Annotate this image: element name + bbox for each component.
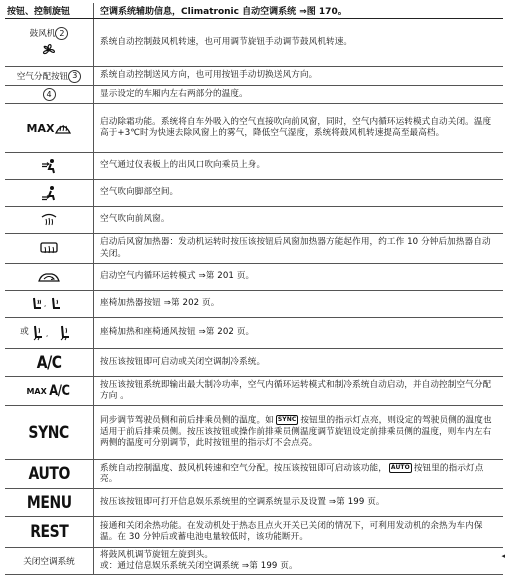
menu-button-label: MENU [26,492,72,513]
sync-button-label: SYNC [28,422,70,443]
table-row [5,349,503,377]
auto-badge-icon: AUTO [390,463,410,471]
max-label: MAX [26,386,47,396]
close-ac-label: 关闭空调系统 [5,548,94,574]
table-row [5,377,503,406]
fan-label: 鼓风机 [29,28,56,39]
rest-button-label: REST [29,522,69,542]
table-row [5,19,503,67]
row-desc: 按压该按钮系统即输出最大制冷功率，空气内循环运转模式和制冷系统自动启动，并自动控制空气分配方向 。 [100,379,492,401]
table-row [5,104,503,153]
table-row [5,264,503,291]
row-desc: 接通和关闭余热功能。在发动机处于热态且点火开关已关闭的情况下，可利用发动机的余热为车内保温。在 30 分钟后或蓄电池电量较低时，该功能断开。 [100,520,483,542]
ac-button-label: A/C [36,352,62,373]
row-desc: 启动除霜功能。系统将自车外吸入的空气直接吹向前风窗，同时，空气内循环运转模式自动关闭。温度高于+3℃时为快速去除风窗上的雾气，降低空气湿度，系统将鼓风机转速提高至最高档。 [100,116,492,138]
table-row [5,406,503,460]
air-upper-body-icon [41,158,57,174]
air-windshield-icon [41,213,57,227]
auto-button-label: AUTO [28,464,70,484]
row-desc: 座椅加热和座椅通风按钮 ⇒第 202 页。 [100,327,255,338]
sync-badge-icon: SYNC [277,416,297,424]
row-desc: 系统自动控制鼓风机转速，也可用调节旋钮手动调节鼓风机转速。 [100,36,353,47]
max-ac-button-label: A/C [49,383,70,399]
row-desc: 按压该按钮即可打开信息娱乐系统里的空调系统显示及设置 ⇒第 199 页。 [100,496,385,507]
num-badge: 2 [55,27,68,40]
row-desc: 座椅加热器按钮 ⇒第 202 页。 [100,298,220,309]
table-row [5,86,503,104]
table-row [5,67,503,86]
rear-window-heater-icon [40,242,58,255]
air-footwell-icon [41,185,57,201]
row-desc: 将鼓风机调节旋钮左旋到头。 或：通过信息娱乐系统关闭空调系统 ⇒第 199 页。 [100,550,298,572]
svg-text:,: , [44,300,47,308]
air-distribution-label: 空气分配按钮 [16,72,69,82]
svg-text:,: , [45,330,49,338]
row-desc: 系统自动控制送风方向，也可用按钮手动切换送风方向。 [100,70,318,81]
row-desc: 同步调节驾驶员侧和前后排乘员侧的温度。如 SYNC 按钮里的指示灯点亮，则设定的驾驶员侧的温度也适用于前后排乘员侧。按压该按钮或操作前排乘员侧温度调节旋钮设定前排乘员侧的温度，则车内左右两侧的温度可分别调节，此时按钮里的指示灯不会点亮。 [100,415,492,449]
table-header [5,3,503,19]
row-desc: 空气吹向脚部空间。 [100,187,179,198]
table-row [5,548,503,575]
recirculation-icon [38,271,60,283]
table-row [5,318,503,349]
or-label: 或 [20,327,29,338]
table-row [5,234,503,264]
row-desc: 启动后风窗加热器：发动机运转时按压该按钮后风窗加热器方能起作用，约工作 10 分钟后加热器自动关闭。 [100,237,491,259]
table-row [5,207,503,234]
row-desc: 启动空气内循环运转模式 ⇒第 201 页。 [100,271,255,282]
num-badge: 3 [68,70,81,83]
header-col-buttons: 按钮、控制旋钮 [5,3,94,18]
header-col-info: 空调系统辅助信息，Climatronic 自动空调系统 ⇒图 170。 [100,7,347,17]
row-desc: 按压该按钮即可启动或关闭空调制冷系统。 [100,356,266,367]
seat-ventilation-icon [32,324,78,342]
table-row [5,460,503,489]
row-desc: 空气通过仪表板上的出风口吹向乘员上身。 [100,160,266,171]
table-row [5,291,503,318]
table-row [5,180,503,207]
table-row [5,153,503,180]
row-desc: 显示设定的车厢内左右两部分的温度。 [100,88,248,99]
max-defrost-icon: MAX [27,122,72,135]
seat-heater-icon [31,296,67,312]
num-badge: 4 [43,88,56,101]
table-row [5,489,503,517]
fan-icon [40,42,58,58]
table-row [5,517,503,548]
row-desc: 空气吹向前风窗。 [100,214,170,225]
page-marker: ◂ [501,552,505,560]
row-desc: 系统自动控制温度、鼓风机转速和空气分配。按压该按钮即可启动该功能， AUTO 按钮里的指示灯点亮。 [100,463,484,485]
